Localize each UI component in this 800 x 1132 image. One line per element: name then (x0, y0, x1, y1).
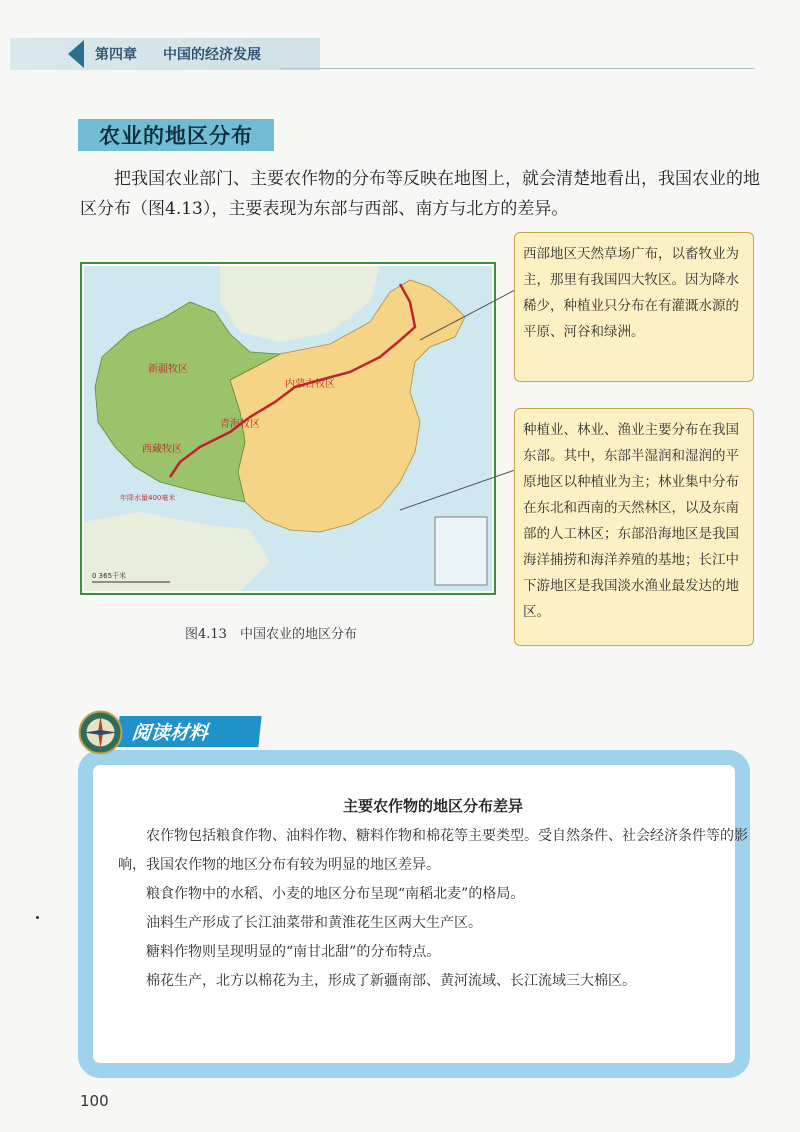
label-scale: 0 365千米 (92, 572, 127, 580)
label-neimenggu: 内蒙古牧区 (285, 379, 335, 390)
label-xinjiang: 新疆牧区 (148, 364, 188, 375)
reading-paragraph: 油料生产形成了长江油菜带和黄淮花生区两大生产区。 (146, 915, 482, 931)
callout-lines (380, 280, 520, 520)
callout-line-1 (420, 290, 515, 340)
reading-paragraph: 粮食作物中的水稻、小麦的地区分布呈现“南稻北麦”的格局。 (146, 886, 525, 902)
section-title: 农业的地区分布 (78, 119, 274, 151)
reading-paragraph: 糖料作物则呈现明显的“南甘北甜”的分布特点。 (146, 944, 441, 960)
south-sea-inset (435, 517, 487, 585)
page-number: 100 (80, 1092, 109, 1110)
compass-icon (78, 710, 123, 755)
header-divider (280, 68, 755, 69)
reading-material-badge: 阅读材料 (116, 716, 261, 747)
figure-caption: 图4.13 中国农业的地区分布 (185, 627, 357, 642)
label-isoline: 年降水量400毫米 (120, 494, 176, 502)
label-qinghai: 青海牧区 (220, 419, 260, 430)
chapter-title: 中国的经济发展 (163, 47, 261, 63)
callout-note-east: 种植业、林业、渔业主要分布在我国东部。其中，东部半湿润和湿润的平原地区以种植业为主；林业集中分布在东北和西南的天然林区，以及东南部的人工林区；东部沿海地区是我国海洋捕捞和海洋养殖的基地；长江中下游地区是我国淡水渔业最发达的地区。 (514, 408, 754, 646)
reading-heading: 主要农作物的地区分布差异 (342, 797, 523, 815)
label-xizang: 西藏牧区 (142, 444, 182, 455)
intro-paragraph: 把我国农业部门、主要农作物的分布等反映在地图上，就会清楚地看出，我国农业的地区分布（图4.13），主要表现为东部与西部、南方与北方的差异。 (80, 169, 760, 219)
reading-paragraph: 棉花生产，北方以棉花为主，形成了新疆南部、黄河流域、长江流域三大棉区。 (146, 973, 636, 989)
chapter-marker-icon (68, 40, 84, 68)
reading-paragraph: 农作物包括粮食作物、油料作物、糖料作物和棉花等主要类型。受自然条件、社会经济条件等的影响，我国农作物的地区分布有较为明显的地区差异。 (118, 828, 748, 873)
callout-note-west: 西部地区天然草场广布，以畜牧业为主，那里有我国四大牧区。因为降水稀少，种植业只分布在有灌溉水源的平原、河谷和绿洲。 (514, 232, 754, 382)
reading-material-box (78, 750, 750, 1078)
chapter-number: 第四章 (95, 47, 137, 63)
callout-line-2 (400, 470, 515, 510)
stray-dot (36, 916, 39, 919)
reading-content (118, 795, 748, 996)
